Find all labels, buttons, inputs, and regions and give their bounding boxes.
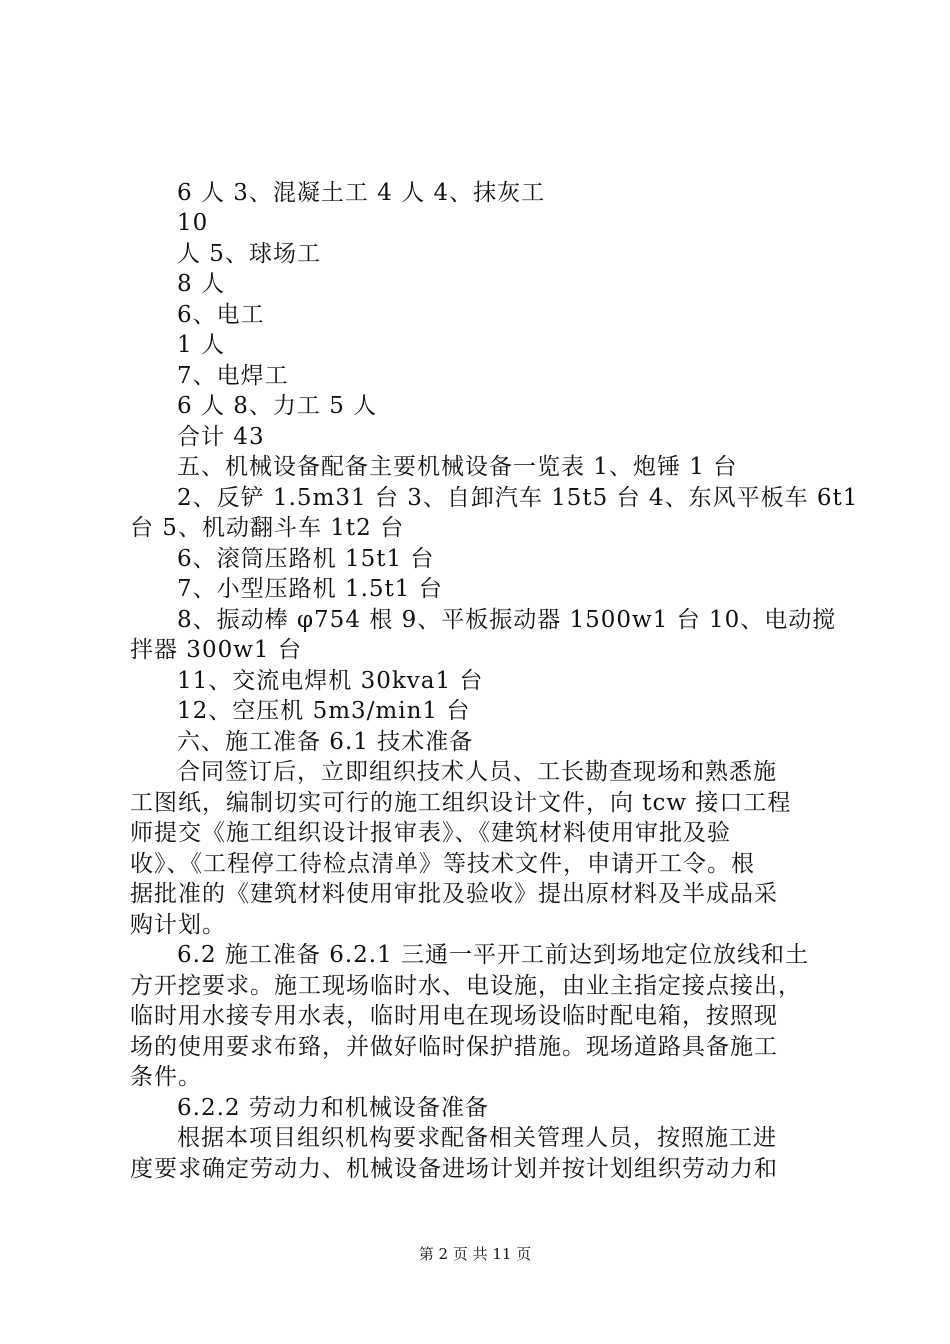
page-number-footer: 第 2 页 共 11 页 — [418, 1245, 532, 1263]
text-line: 收》、《工程停工待检点清单》等技术文件，申请开工令。根 — [130, 851, 755, 877]
text-line: 合计 43 — [177, 424, 265, 450]
text-line: 8、振动棒 φ754 根 9、平板振动器 1500w1 台 10、电动搅 — [177, 607, 837, 633]
text-line: 2、反铲 1.5m31 台 3、自卸汽车 15t5 台 4、东风平板车 6t1 — [177, 485, 859, 511]
text-line: 度要求确定劳动力、机械设备进场计划并按计划组织劳动力和 — [130, 1156, 778, 1182]
text-line: 10 — [177, 210, 209, 236]
text-line: 8 人 — [177, 271, 225, 297]
text-line: 6、滚筒压路机 15t1 台 — [177, 546, 435, 572]
text-line: 7、小型压路机 1.5t1 台 — [177, 576, 443, 602]
text-line: 拌器 300w1 台 — [130, 637, 302, 663]
text-line: 方开挖要求。施工现场临时水、电设施，由业主指定接点接出， — [130, 973, 802, 999]
text-line: 据批准的《建筑材料使用审批及验收》提出原材料及半成品采 — [130, 881, 778, 907]
text-line: 1 人 — [177, 332, 225, 358]
text-line: 工图纸，编制切实可行的施工组织设计文件，向 tcw 接口工程 — [130, 790, 792, 816]
text-line: 11、交流电焊机 30kva1 台 — [177, 668, 484, 694]
section-heading: 6.2.2 劳动力和机械设备准备 — [177, 1095, 489, 1121]
text-line: 人 5、球场工 — [177, 241, 321, 267]
text-line: 场的使用要求布臵，并做好临时保护措施。现场道路具备施工 — [130, 1034, 778, 1060]
section-heading: 五、机械设备配备主要机械设备一览表 1、炮锤 1 台 — [177, 454, 738, 480]
text-line: 7、电焊工 — [177, 363, 289, 389]
text-line: 6 人 3、混凝土工 4 人 4、抹灰工 — [177, 180, 546, 206]
text-line: 6.2 施工准备 6.2.1 三通一平开工前达到场地定位放线和土 — [177, 942, 810, 968]
text-line: 条件。 — [130, 1064, 202, 1090]
text-line: 购计划。 — [130, 912, 226, 938]
text-line: 12、空压机 5m3/min1 台 — [177, 698, 471, 724]
text-line: 临时用水接专用水表，临时用电在现场设临时配电箱，按照现 — [130, 1003, 778, 1029]
text-line: 6 人 8、力工 5 人 — [177, 393, 378, 419]
text-line: 合同签订后，立即组织技术人员、工长勘查现场和熟悉施 — [177, 759, 777, 785]
text-line: 师提交《施工组织设计报审表》、《建筑材料使用审批及验 — [130, 820, 731, 846]
section-heading: 六、施工准备 6.1 技术准备 — [177, 729, 474, 755]
text-line: 台 5、机动翻斗车 1t2 台 — [130, 515, 405, 541]
text-line: 6、电工 — [177, 302, 265, 328]
text-line: 根据本项目组织机构要求配备相关管理人员，按照施工进 — [177, 1125, 777, 1151]
